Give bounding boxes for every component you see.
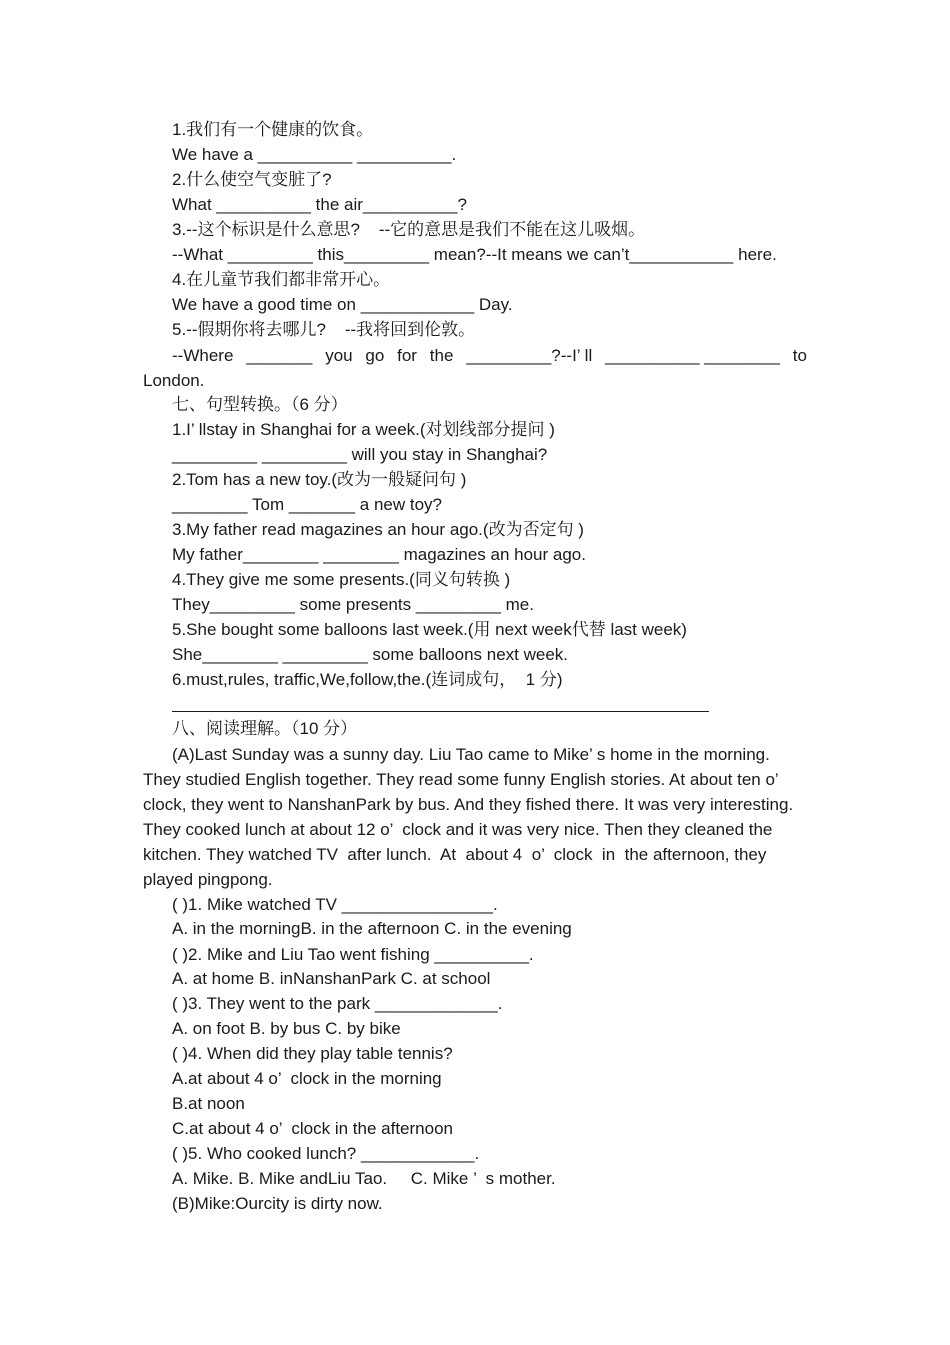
- text-line: 3.--这个标识是什么意思? --它的意思是我们不能在这儿吸烟。: [172, 220, 646, 239]
- text-line: London.: [143, 371, 205, 390]
- text-line: B.at noon: [172, 1094, 245, 1113]
- text-line: A. Mike. B. Mike andLiu Tao. C. Mike ’ s mother.: [172, 1169, 556, 1188]
- text-line: What __________ the air__________?: [172, 195, 467, 214]
- text-line: (A)Last Sunday was a sunny day. Liu Tao came to Mike’ s home in the morning.: [172, 745, 770, 764]
- text-line: 5.She bought some balloons last week.(用 next week代替 last week): [172, 620, 687, 639]
- text-line: 4.在儿童节我们都非常开心。: [172, 270, 391, 289]
- text-line: 5.--假期你将去哪儿? --我将回到伦敦。: [172, 320, 476, 339]
- text-line: 1.我们有一个健康的饮食。: [172, 120, 374, 139]
- text-line: ( )2. Mike and Liu Tao went fishing __________.: [172, 945, 534, 964]
- text-line: ________ Tom _______ a new toy?: [172, 495, 443, 514]
- text-line: --What _________ this_________ mean?--It means we can’t___________ here.: [172, 245, 777, 264]
- word: --Where: [172, 346, 234, 365]
- word: the: [429, 346, 454, 365]
- text-line: 1.I’ llstay in Shanghai for a week.(对划线部分提问 ): [172, 420, 555, 439]
- word: for: [397, 346, 417, 365]
- word: __________ ________: [605, 346, 780, 365]
- word: _________?--I’ ll: [466, 346, 593, 365]
- text-line: 4.They give me some presents.(同义句转换 ): [172, 570, 511, 589]
- text-line: They cooked lunch at about 12 o’ clock and it was very nice. Then they cleaned the: [143, 820, 773, 839]
- text-line: ( )5. Who cooked lunch? ____________.: [172, 1144, 480, 1163]
- text-line: A. at home B. inNanshanPark C. at school: [172, 969, 491, 988]
- text-line: _________ _________ will you stay in Shanghai?: [172, 445, 548, 464]
- text-line: A. on foot B. by bus C. by bike: [172, 1019, 401, 1038]
- section-heading: 七、句型转换。（6 分）: [172, 395, 348, 414]
- text-line: A.at about 4 o’ clock in the morning: [172, 1069, 442, 1088]
- text-line: 6.must,rules, traffic,We,follow,the.(连词成句， 1 分): [172, 670, 563, 689]
- text-line: A. in the morningB. in the afternoon C. in the evening: [172, 919, 572, 938]
- text-line: They studied English together. They read some funny English stories. At about ten o’: [143, 770, 779, 789]
- text-line: ( )1. Mike watched TV ________________.: [172, 895, 498, 914]
- word: go: [365, 346, 385, 365]
- text-line: 2.什么使空气变脏了?: [172, 170, 332, 189]
- word: _______: [246, 346, 313, 365]
- text-line: My father________ ________ magazines an hour ago.: [172, 545, 586, 564]
- text-line: C.at about 4 o’ clock in the afternoon: [172, 1119, 453, 1138]
- text-line: They_________ some presents _________ me.: [172, 595, 534, 614]
- text-line: played pingpong.: [143, 870, 273, 889]
- text-line: ( )3. They went to the park _____________.: [172, 994, 503, 1013]
- text-line: 3.My father read magazines an hour ago.(改为否定句 ): [172, 520, 584, 539]
- text-line: We have a __________ __________.: [172, 145, 457, 164]
- word: to: [792, 346, 807, 365]
- answer-line: [172, 711, 709, 712]
- text-line: ( )4. When did they play table tennis?: [172, 1044, 453, 1063]
- text-line: She________ _________ some balloons next week.: [172, 645, 569, 664]
- word: you: [325, 346, 353, 365]
- text-line: We have a good time on ____________ Day.: [172, 295, 513, 314]
- text-line: clock, they went to NanshanPark by bus. And they fished there. It was very interesting.: [143, 795, 794, 814]
- text-line: (B)Mike:Ourcity is dirty now.: [172, 1194, 383, 1213]
- section-heading: 八、阅读理解。（10 分）: [172, 719, 358, 738]
- text-line: kitchen. They watched TV after lunch. At about 4 o’ clock in the afternoon, they: [143, 845, 767, 864]
- text-line: 2.Tom has a new toy.(改为一般疑问句 ): [172, 470, 467, 489]
- text-line-justified: [172, 346, 807, 366]
